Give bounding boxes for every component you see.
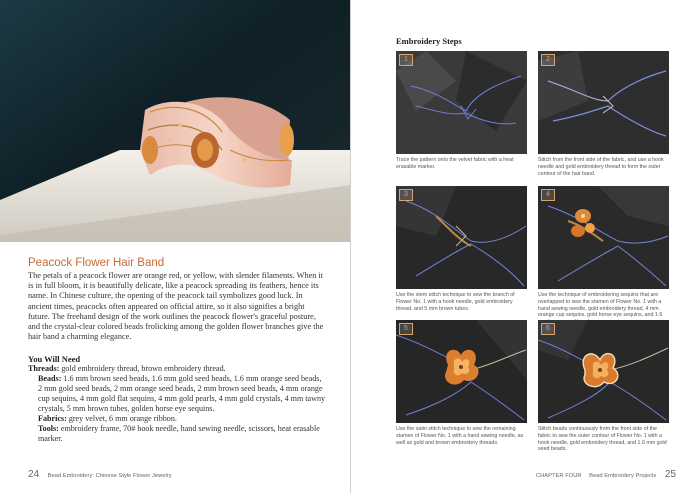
intro-paragraph: The petals of a peacock flower are orange red, or yellow, with slender filaments. When it is in full bloom, it is beautifully delicate, like a peacock spreading its feathers, hence its name. In Chinese culture, the opening of the peacock tail symbolizes good luck. In ancient times, peacocks often appeared on official attire, so it also signifies a bright future. The freehand design of the work outlines the peacock flower's graceful posture, and the crystal-clear colored beads frolicking among the golden flower branches give the hair band a charming elegance.	[28, 271, 324, 342]
materials-heading: You Will Need	[28, 354, 81, 364]
fabrics-label: Fabrics:	[38, 413, 67, 423]
step-number-badge: 3	[399, 189, 413, 201]
step-4	[538, 186, 669, 326]
steps-heading: Embroidery Steps	[396, 36, 462, 46]
fabrics-text: grey velvet, 6 mm orange ribbon.	[68, 413, 177, 423]
step-number-badge: 5	[399, 323, 413, 335]
materials-list	[28, 364, 326, 444]
step-5-photo	[396, 320, 527, 423]
left-footer	[28, 464, 172, 482]
step-3	[396, 186, 527, 312]
tools-text: embroidery frame, 70# hook needle, hand sewing needle, scissors, heat erasable marker.	[38, 423, 320, 443]
running-title-right: Bead Embroidery Projects	[589, 473, 657, 479]
hair-band-photo	[0, 0, 350, 242]
step-6-photo	[538, 320, 669, 423]
step-caption: Stitch beads continuously from the front side of the fabric to sew the outer contour of Flower No. 1 with a hook needle, gold embroidery thread, and 1.6 mm gold seed beads.	[538, 426, 667, 453]
chapter-label: CHAPTER FOUR	[535, 473, 582, 479]
step-caption: Use the satin stitch technique to sew the remaining stamen of Flower No. 1 with a hand sewing needle, as well as gold and brown embroidery threads.	[396, 426, 524, 446]
step-5	[396, 320, 527, 446]
page-number-left: 24	[28, 469, 40, 480]
right-page	[350, 0, 700, 493]
step-number-badge: 6	[541, 323, 555, 335]
step-1	[396, 51, 527, 171]
step-number-badge: 2	[541, 54, 555, 66]
right-footer	[536, 464, 676, 482]
step-caption: Stitch from the front side of the fabric, and use a hook needle and gold embroidery thread to form the outer contour of the hair band.	[538, 157, 664, 177]
threads-text: gold embroidery thread, brown embroidery thread.	[61, 364, 226, 373]
materials-threads	[28, 364, 326, 374]
materials-fabrics	[28, 414, 326, 424]
threads-label: Threads:	[28, 364, 60, 373]
step-6	[538, 320, 669, 453]
beads-text: 1.6 mm brown seed beads, 1.6 mm gold seed beads, 1.6 mm orange seed beads, 2 mm gold seed beads, 2 mm orange seed beads, 2 mm brown seed beads, 4 mm orange cup sequins, 4 mm gold flat sequins, 4 mm gold pearls, 4 mm gold crystals, 4 mm tawny crystals, 5 mm brown tubes, golden horse eye sequins.	[38, 373, 326, 413]
step-number-badge: 1	[399, 54, 413, 66]
beads-label: Beads:	[38, 373, 62, 383]
running-title-left: Bead Embroidery: Chinese Style Flower Jewelry	[47, 473, 172, 479]
page-number-right: 25	[664, 469, 676, 480]
materials-beads	[28, 374, 326, 414]
step-caption: Use the stem stitch technique to sew the branch of Flower No. 1 with a hook needle, gold embroidery thread, and 5 mm brown tubes.	[396, 292, 515, 312]
step-4-photo	[538, 186, 669, 289]
step-caption: Use the technique of embroidering sequins that are overlapped to sew the stamen of Flower No. 1 with a hand sewing needle, gold embroidery thread, 4 mm orange cup sequins, gold horse eye sequins, and 1.6	[538, 292, 663, 319]
materials-tools	[28, 424, 326, 444]
step-2	[538, 51, 669, 177]
step-number-badge: 4	[541, 189, 555, 201]
tools-label: Tools:	[38, 423, 59, 433]
project-title: Peacock Flower Hair Band	[28, 257, 165, 269]
step-caption: Trace the pattern onto the velvet fabric with a heat erasable marker.	[396, 157, 514, 170]
step-3-photo	[396, 186, 527, 289]
step-1-photo	[396, 51, 527, 154]
step-2-photo	[538, 51, 669, 154]
